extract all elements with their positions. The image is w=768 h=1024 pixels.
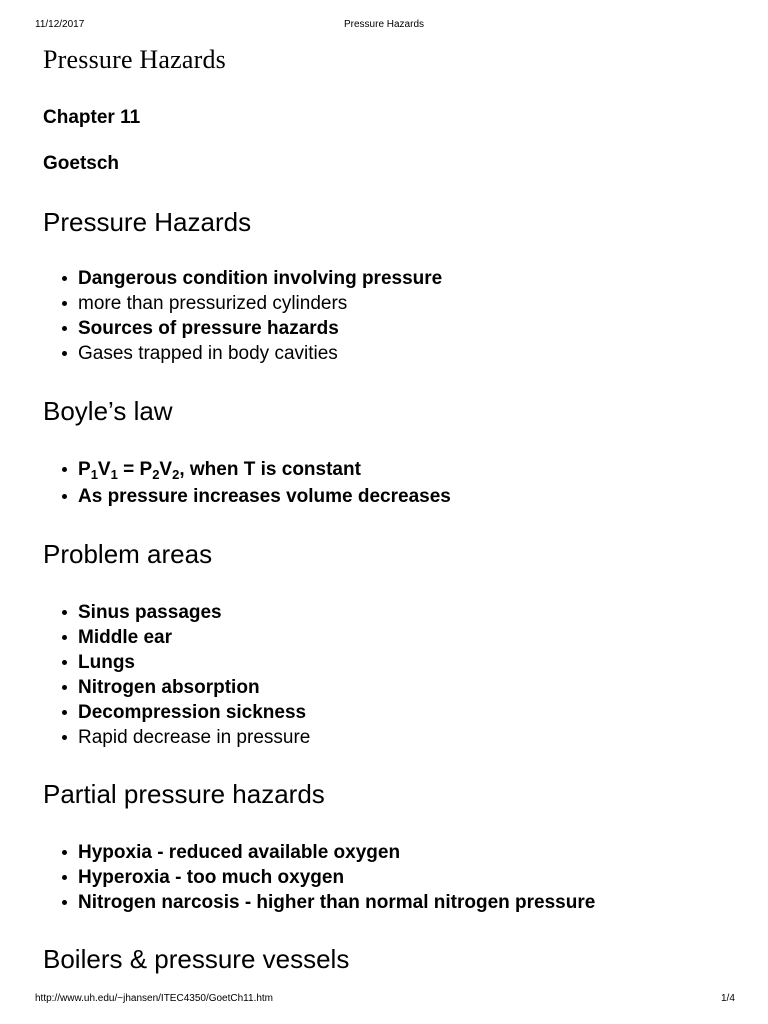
formula-equals: = [117,459,140,480]
print-page-number: 1/4 [721,993,735,1004]
list-item: Rapid decrease in pressure [78,727,311,748]
chapter-label: Chapter 11 [43,107,141,128]
print-page-title: Pressure Hazards [343,19,425,30]
section-heading-partial-pressure: Partial pressure hazards [43,779,325,809]
pressure-hazards-list [78,266,442,366]
problem-areas-list [78,600,310,750]
formula-v: V [97,459,111,480]
section-heading-pressure-hazards: Pressure Hazards [43,207,252,237]
boyles-law-list [78,455,451,509]
section-heading-boyles-law: Boyle’s law [43,396,173,426]
subscript-2: 2 [172,467,180,482]
subscript-1: 1 [110,467,118,482]
list-item: Sources of pressure hazards [78,316,442,341]
list-item: Sinus passages [78,600,310,625]
formula-p: P [78,459,91,480]
boyles-formula-item [78,455,451,484]
list-item: Lungs [78,650,310,675]
print-date: 11/12/2017 [35,19,85,30]
list-item: Decompression sickness [78,700,310,725]
list-item: Gases trapped in body cavities [78,341,442,366]
list-item: Nitrogen narcosis - higher than normal nitrogen pressure [78,892,596,913]
print-url: http://www.uh.edu/~jhansen/ITEC4350/GoetCh11.htm [35,993,274,1004]
formula-condition: , when T is constant [179,459,361,480]
author-label: Goetsch [43,153,120,174]
list-item: Hypoxia - reduced available oxygen [78,840,595,865]
partial-pressure-list [78,840,595,915]
list-item: more than pressurized cylinders [78,291,442,316]
subscript-1: 1 [90,467,98,482]
list-item: Nitrogen absorption [78,675,310,700]
subscript-2: 2 [152,467,160,482]
list-item: As pressure increases volume decreases [78,486,451,507]
page-title: Pressure Hazards [43,45,226,74]
list-item: Middle ear [78,625,310,650]
section-heading-problem-areas: Problem areas [43,539,213,569]
formula-v: V [159,459,173,480]
section-heading-boilers: Boilers & pressure vessels [43,944,350,974]
list-item: Hyperoxia - too much oxygen [78,865,595,890]
list-item: Dangerous condition involving pressure [78,268,443,289]
formula-p: P [139,459,153,480]
